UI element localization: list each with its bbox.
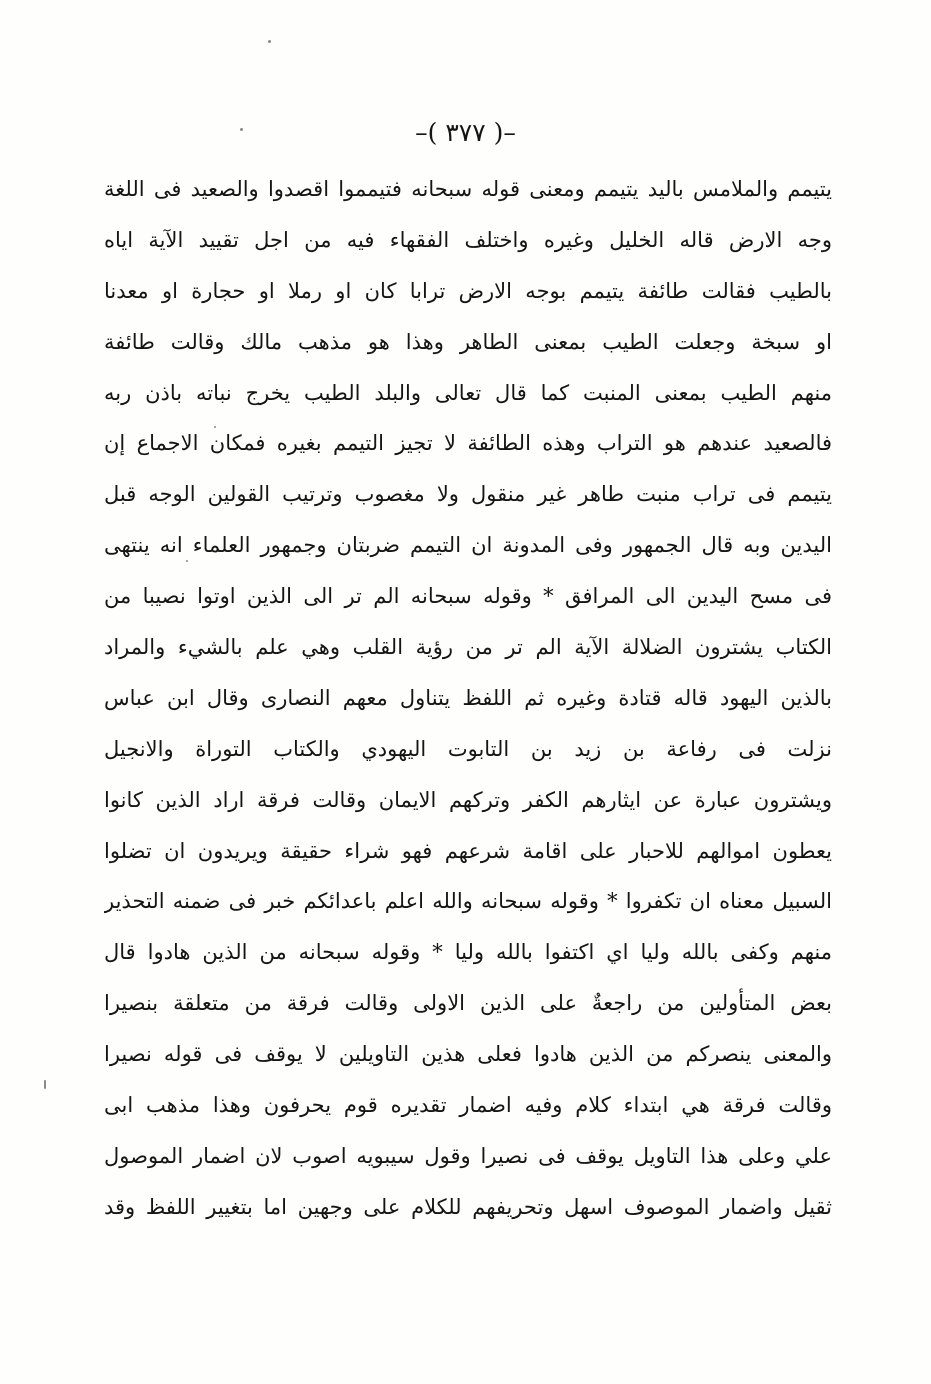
paper-speck [186,560,188,562]
page-number: –( ٣٧٧ )– [415,118,516,147]
text-line: وقالت فرقة هي ابتداء كلام وفيه اضمار تقديره قوم يحرفون وهذا مذهب ابى [104,1093,832,1118]
text-line: ويشترون عبارة عن ايثارهم الكفر وتركهم الايمان وقالت فرقة اراد الذين كانوا [104,787,832,812]
text-line: والمعنى ينصركم من الذين هادوا فعلى هذين التاويلين لا يوقف فى قوله نصيرا [104,1042,832,1067]
text-line: يتيمم والملامس باليد يتيمم ومعنى قوله سبحانه فتيمموا اقصدوا والصعيد فى اللغة [104,177,832,201]
paper-speck [240,128,243,131]
text-line: وجه الارض قاله الخليل وغيره واختلف الفقهاء فيه من اجل تقييد الآية اياه [104,227,832,252]
text-line: منهم الطيب بمعنى المنبت كما قال تعالى والبلد الطيب يخرج نباته باذن ربه [104,380,832,405]
text-line: يتيمم فى تراب منبت طاهر غير منقول ولا مغصوب وترتيب القولين الوجه قبل [104,482,832,507]
text-line: علي وعلى هذا التاويل يوقف فى نصيرا وقول سيبويه اصوب لان اضمار الموصول [104,1143,832,1168]
text-line: بالذين اليهود قاله قتادة وغيره ثم اللفظ يتناول معهم النصارى وقال ابن عباس [104,685,832,710]
text-line: يعطون اموالهم للاحبار على اقامة شرعهم فهو شراء حقيقة ويريدون ان تضلوا [104,838,832,863]
text-line: منهم وكفى بالله وليا اي اكتفوا بالله وليا * وقوله سبحانه من الذين هادوا قال [104,940,832,965]
paper-speck [44,1080,46,1089]
text-line: اليدين وبه قال الجمهور وفى المدونة ان التيمم ضربتان وجمهور العلماء انه ينتهى [104,533,832,558]
text-line: فالصعيد عندهم هو التراب وهذه الطائفة لا تجيز التيمم بغيره فمكان الاجماع إن [104,431,832,456]
text-line: فى مسح اليدين الى المرافق * وقوله سبحانه الم تر الى الذين اوتوا نصيبا من [104,584,832,609]
text-line: السبيل معناه ان تكفروا * وقوله سبحانه والله اعلم باعدائكم خبر فى ضمنه التحذير [104,889,832,914]
text-line: بالطيب فقالت طائفة يتيمم بوجه الارض ترابا كان او رملا او حجارة او معدنا [104,278,832,303]
text-line: نزلت فى رفاعة بن زيد بن التابوت اليهودي والكتاب التوراة والانجيل [104,736,832,761]
text-line: بعض المتأولين من راجعةٌ على الذين الاولى وقالت فرقة من متعلقة بنصيرا [104,991,832,1016]
paper-speck [268,40,271,43]
text-line: او سبخة وجعلت الطيب بمعنى الطاهر وهذا هو مذهب مالك وقالت طائفة [104,329,832,354]
paper-speck [214,426,216,428]
text-block [104,164,832,1233]
text-line: الكتاب يشترون الضلالة الآية الم تر من رؤية القلب وهي علم بالشيء والمراد [104,635,832,660]
text-line: ثقيل واضمار الموصوف اسهل وتحريفهم للكلام على وجهين اما بتغيير اللفظ وقد [104,1194,832,1219]
